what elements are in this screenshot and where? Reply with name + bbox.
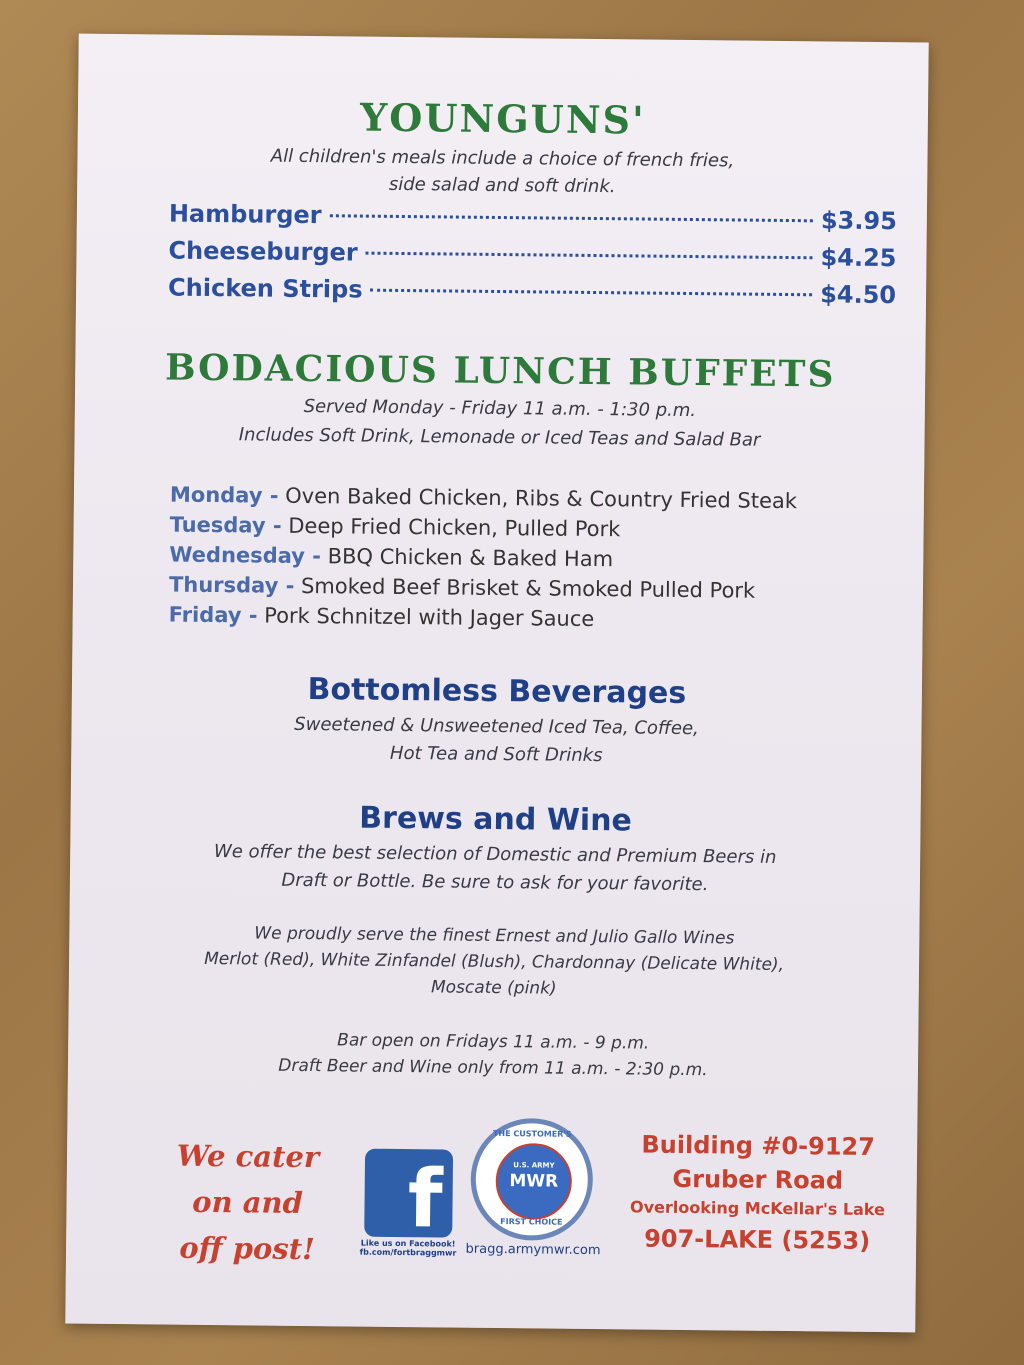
younguns-subtitle-2: side salad and soft drink. bbox=[388, 173, 616, 198]
cater-line-2: on and bbox=[192, 1184, 304, 1220]
globe-icon bbox=[495, 1143, 572, 1220]
phone-number[interactable]: 907-LAKE (5253) bbox=[644, 1224, 871, 1255]
cater-line-3: off post! bbox=[179, 1230, 315, 1267]
leader-dots bbox=[330, 214, 813, 222]
beverages-line-1: Sweetened & Unsweetened Iced Tea, Coffee, bbox=[294, 713, 699, 740]
bar-hours-1: Bar open on Fridays 11 a.m. - 9 p.m. bbox=[337, 1030, 650, 1054]
mwr-seal-logo bbox=[470, 1118, 593, 1241]
seal-top-text: THE CUSTOMER'S bbox=[492, 1128, 572, 1139]
wine-line-1: We proudly serve the finest Ernest and Julio Gallo Wines bbox=[254, 923, 735, 949]
day-menu: Pork Schnitzel with Jager Sauce bbox=[264, 603, 595, 632]
buffet-day-friday bbox=[169, 603, 595, 631]
day-menu: BBQ Chicken & Baked Ham bbox=[327, 544, 614, 572]
younguns-subtitle-1: All children's meals include a choice of french fries, bbox=[270, 145, 735, 172]
menu-page bbox=[65, 34, 928, 1333]
day-label: Monday - bbox=[169, 482, 279, 508]
menu-item-chicken-strips bbox=[168, 274, 896, 310]
catering-note bbox=[162, 1133, 333, 1273]
younguns-title: YOUNGUNS' bbox=[359, 94, 646, 143]
beverages-line-2: Hot Tea and Soft Drinks bbox=[389, 742, 603, 767]
day-label: Tuesday - bbox=[169, 512, 282, 538]
item-name: Hamburger bbox=[168, 199, 322, 230]
wine-line-2: Merlot (Red), White Zinfandel (Blush), Chardonnay (Delicate White), bbox=[204, 948, 785, 976]
buffets-title: BODACIOUS LUNCH BUFFETS bbox=[164, 346, 836, 396]
leader-dots bbox=[366, 252, 813, 260]
facebook-url-text: fb.com/fortbraggmwr bbox=[359, 1247, 457, 1258]
menu-item-hamburger bbox=[169, 200, 897, 236]
buffets-served: Served Monday - Friday 11 a.m. - 1:30 p.m. bbox=[303, 395, 697, 422]
day-menu: Smoked Beef Brisket & Smoked Pulled Pork bbox=[300, 573, 756, 603]
website-link[interactable]: bragg.armymwr.com bbox=[465, 1241, 601, 1259]
day-menu: Oven Baked Chicken, Ribs & Country Fried Steak bbox=[285, 483, 798, 514]
item-price: $3.95 bbox=[820, 206, 898, 236]
facebook-like-text: Like us on Facebook! bbox=[360, 1238, 456, 1249]
item-price: $4.25 bbox=[820, 243, 897, 273]
facebook-caption bbox=[348, 1238, 468, 1257]
seal-mwr-text: MWR bbox=[509, 1171, 559, 1192]
day-label: Wednesday - bbox=[169, 542, 322, 569]
brews-line-2: Draft or Bottle. Be sure to ask for your favorite. bbox=[281, 869, 709, 896]
leader-dots bbox=[371, 289, 813, 297]
cater-line-1: We cater bbox=[176, 1138, 320, 1175]
buffet-day-thursday bbox=[169, 573, 755, 603]
day-label: Thursday - bbox=[168, 572, 295, 598]
day-menu: Deep Fried Chicken, Pulled Pork bbox=[288, 513, 621, 542]
item-name: Chicken Strips bbox=[167, 273, 363, 304]
item-name: Cheeseburger bbox=[168, 236, 358, 267]
item-price: $4.50 bbox=[820, 280, 897, 310]
buffet-day-wednesday bbox=[169, 543, 613, 572]
buffet-day-monday bbox=[170, 483, 797, 514]
beverages-title: Bottomless Beverages bbox=[307, 672, 687, 711]
buffet-day-tuesday bbox=[170, 513, 621, 542]
brews-title: Brews and Wine bbox=[359, 800, 633, 839]
seal-bottom-text: FIRST CHOICE bbox=[500, 1217, 563, 1227]
overlooking-text: Overlooking McKellar's Lake bbox=[629, 1197, 886, 1220]
seal-army-text: U.S. ARMY bbox=[513, 1161, 555, 1170]
buffets-includes: Includes Soft Drink, Lemonade or Iced Teas and Salad Bar bbox=[238, 424, 761, 451]
bar-hours-2: Draft Beer and Wine only from 11 a.m. - 2:30 p.m. bbox=[278, 1055, 708, 1081]
road-name: Gruber Road bbox=[672, 1164, 844, 1195]
building-number: Building #0-9127 bbox=[641, 1130, 876, 1161]
wine-line-3: Moscate (pink) bbox=[430, 977, 557, 999]
facebook-f-glyph: f bbox=[407, 1152, 444, 1246]
address-block bbox=[626, 1127, 889, 1260]
brews-line-1: We offer the best selection of Domestic and Premium Beers in bbox=[213, 841, 777, 868]
menu-item-cheeseburger bbox=[168, 237, 896, 273]
day-label: Friday - bbox=[168, 602, 258, 628]
